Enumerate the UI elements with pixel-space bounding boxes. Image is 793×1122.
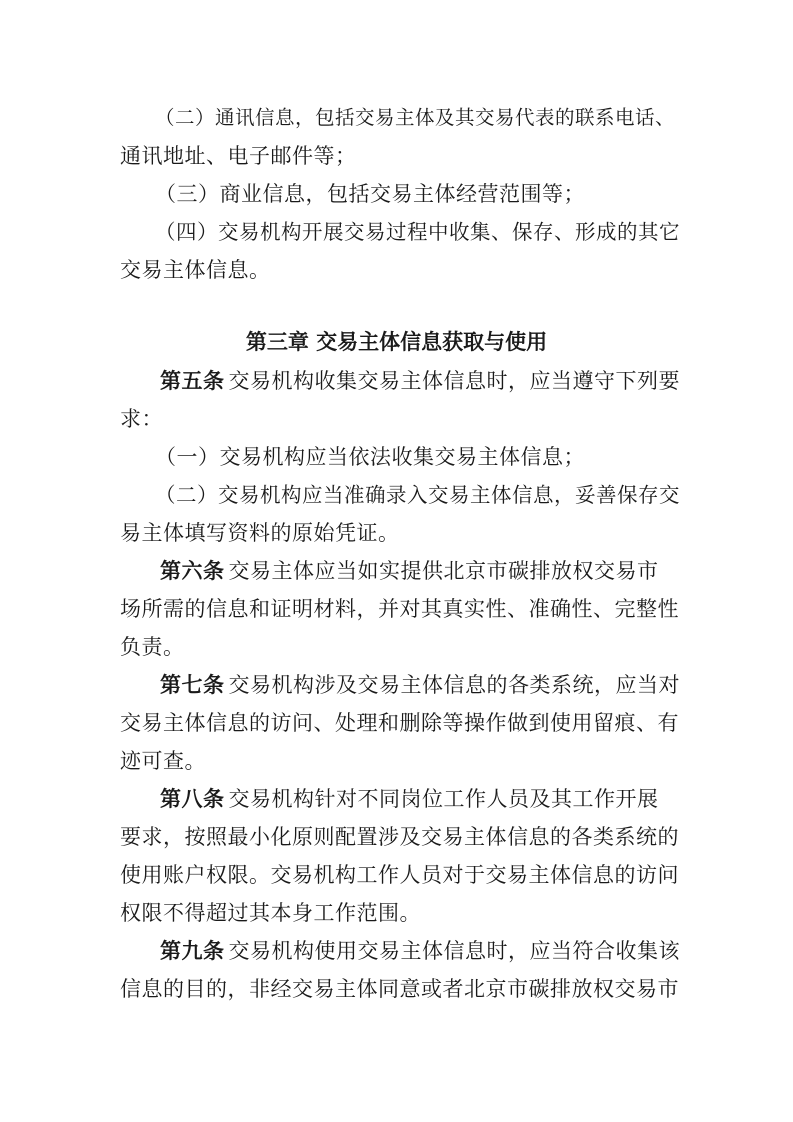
art5-line1 (160, 366, 680, 396)
art9-label: 第九条 (160, 939, 225, 963)
art7-label: 第七条 (160, 673, 225, 697)
art7-line3: 迹可查。 (120, 749, 206, 773)
art5-sub1: （一）交易机构应当依法收集交易主体信息； (155, 445, 585, 469)
art5-sub2-line2: 易主体填写资料的原始凭证。 (120, 521, 400, 545)
art8-line4: 权限不得超过其本身工作范围。 (120, 901, 421, 925)
art9-text: 交易机构使用交易主体信息时，应当符合收集该 (228, 939, 680, 963)
art6-line1 (160, 556, 680, 586)
art7-line1 (160, 670, 680, 700)
art8-line3: 使用账户权限。交易机构工作人员对于交易主体信息的访问 (120, 863, 679, 887)
art9-line2: 信息的目的，非经交易主体同意或者北京市碳排放权交易市 (120, 977, 679, 1001)
art6-label: 第六条 (160, 559, 225, 583)
item4-line1: （四）交易机构开展交易过程中收集、保存、形成的其它 (155, 220, 680, 244)
art8-line2: 要求，按照最小化原则配置涉及交易主体信息的各类系统的 (120, 825, 679, 849)
art6-line3: 负责。 (120, 635, 185, 659)
art9-line1 (160, 936, 680, 966)
art7-line2: 交易主体信息的访问、处理和删除等操作做到使用留痕、有 (120, 711, 679, 735)
art5-text: 交易机构收集交易主体信息时，应当遵守下列要 (228, 369, 680, 393)
item4-line2: 交易主体信息。 (120, 258, 271, 282)
art8-label: 第八条 (160, 787, 225, 811)
art6-text: 交易主体应当如实提供北京市碳排放权交易市 (228, 559, 659, 583)
art8-text: 交易机构针对不同岗位工作人员及其工作开展 (228, 787, 659, 811)
art5-label: 第五条 (160, 369, 225, 393)
art5-sub2-line1: （二）交易机构应当准确录入交易主体信息，妥善保存交 (155, 483, 680, 507)
item2-line2: 通讯地址、电子邮件等； (120, 144, 357, 168)
art6-line2: 场所需的信息和证明材料，并对其真实性、准确性、完整性 (120, 597, 679, 621)
item2-line1: （二）通讯信息，包括交易主体及其交易代表的联系电话、 (155, 106, 676, 129)
art5-line2: 求： (120, 407, 163, 431)
art8-line1 (160, 784, 680, 814)
chapter-title: 第三章 交易主体信息获取与使用 (245, 330, 548, 354)
item3-text: （三）商业信息，包括交易主体经营范围等； (155, 182, 585, 206)
art7-text: 交易机构涉及交易主体信息的各类系统，应当对 (228, 673, 680, 697)
